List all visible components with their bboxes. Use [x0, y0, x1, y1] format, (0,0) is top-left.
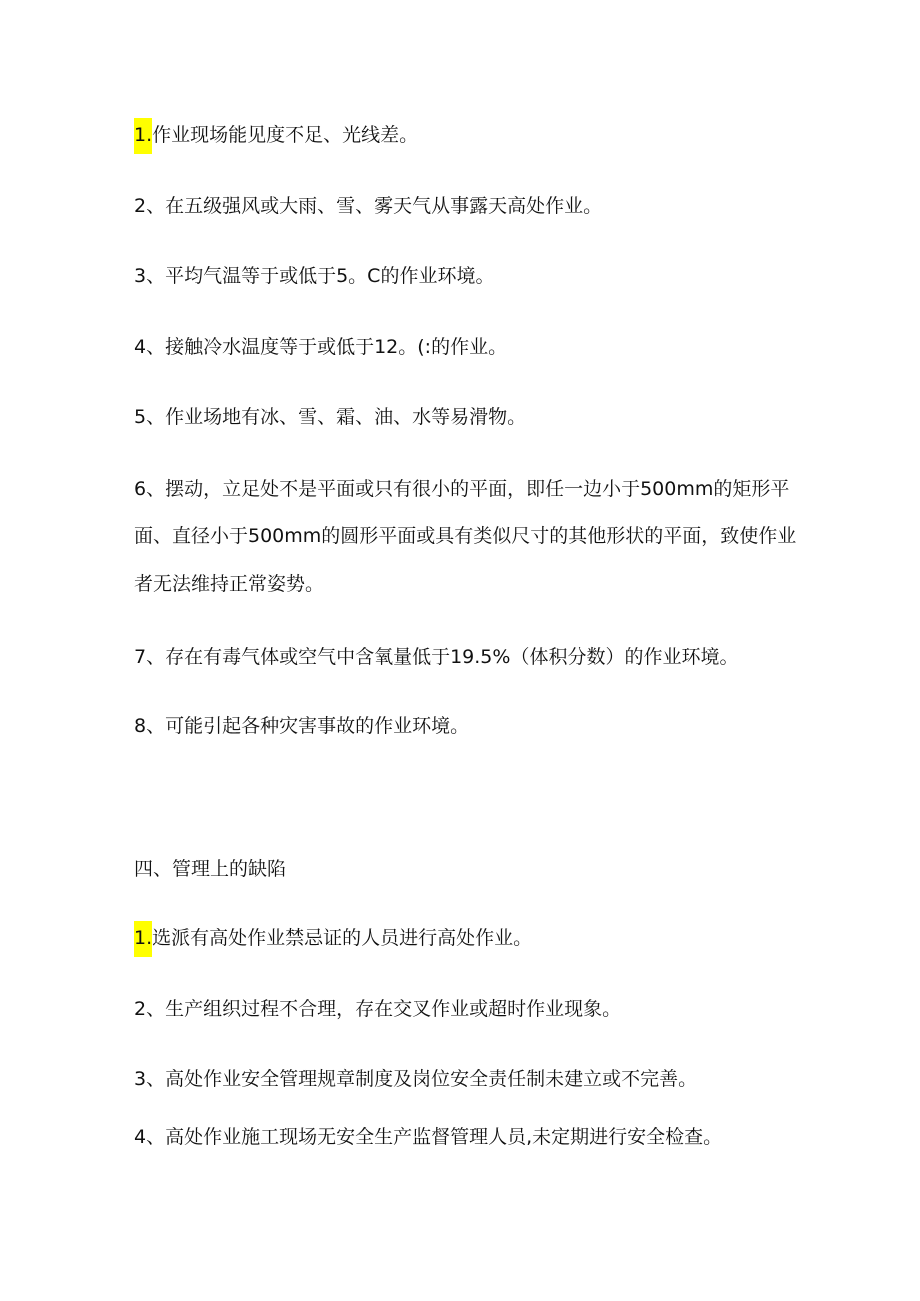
item-number: 4、 — [134, 1126, 166, 1148]
mgmt-item-2 — [134, 996, 621, 1022]
item-4-cold-water — [134, 334, 507, 360]
item-2-weather — [134, 193, 602, 219]
item-text: 作业现场能见度不足、光线差。 — [152, 124, 419, 146]
item-number: 6、 — [134, 478, 166, 500]
item-text: 可能引起各种灾害事故的作业环境。 — [165, 715, 470, 737]
item-5-slippery — [134, 404, 526, 430]
item-number-highlight: 1. — [134, 118, 152, 154]
item-number-highlight: 1. — [134, 921, 152, 957]
item-number: 7、 — [134, 646, 166, 668]
item-1-low-visibility — [134, 122, 418, 148]
mgmt-item-4 — [134, 1124, 722, 1150]
item-number: 2、 — [134, 195, 166, 217]
mgmt-item-1 — [134, 925, 532, 951]
item-text: 摆动，立足处不是平面或只有很小的平面，即任一边小于500mm的矩形平 — [165, 478, 790, 500]
item-6-continuation-2: 者无法维持正常姿势。 — [134, 573, 325, 595]
item-number: 5、 — [134, 406, 166, 428]
mgmt-item-3 — [134, 1066, 697, 1092]
section-heading: 四、管理上的缺陷 — [134, 858, 287, 880]
item-text: 存在有毒气体或空气中含氧量低于19.5%（体积分数）的作业环境。 — [165, 646, 739, 668]
item-text: 生产组织过程不合理，存在交叉作业或超时作业现象。 — [165, 998, 622, 1020]
item-7-toxic-gas — [134, 644, 738, 670]
item-text: 高处作业安全管理规章制度及岗位安全责任制未建立或不完善。 — [165, 1068, 698, 1090]
item-number: 3、 — [134, 1068, 166, 1090]
item-3-temperature — [134, 263, 494, 289]
item-text: 平均气温等于或低于5。C的作业环境。 — [165, 265, 495, 287]
item-text: 作业场地有冰、雪、霜、油、水等易滑物。 — [165, 406, 527, 428]
item-text: 高处作业施工现场无安全生产监督管理人员,未定期进行安全检查。 — [165, 1126, 723, 1148]
item-number: 8、 — [134, 715, 166, 737]
item-number: 3、 — [134, 265, 166, 287]
item-6-footing — [134, 476, 789, 502]
item-number: 4、 — [134, 336, 166, 358]
item-6-continuation-1: 面、直径小于500mm的圆形平面或具有类似尺寸的其他形状的平面，致使作业 — [134, 525, 797, 547]
item-number: 2、 — [134, 998, 166, 1020]
item-text: 选派有高处作业禁忌证的人员进行高处作业。 — [152, 927, 533, 949]
item-text: 接触冷水温度等于或低于12。(:的作业。 — [165, 336, 508, 358]
item-text: 在五级强风或大雨、雪、雾天气从事露天高处作业。 — [165, 195, 603, 217]
item-8-hazards — [134, 713, 469, 739]
